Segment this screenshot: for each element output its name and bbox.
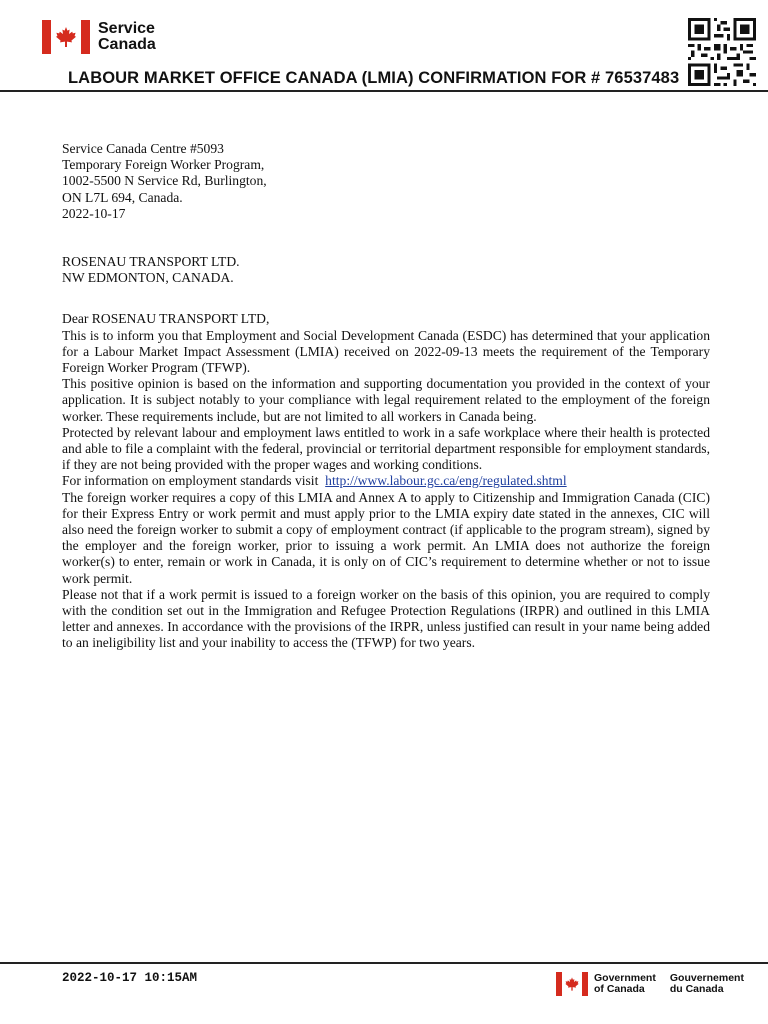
letter-date: 2022-10-17 bbox=[62, 205, 126, 221]
employment-standards-text: For information on employment standards visit bbox=[62, 473, 319, 489]
document-title: LABOUR MARKET OFFICE CANADA (LMIA) CONFIRMATION FOR # 76537483 bbox=[68, 69, 680, 87]
sender-line: Temporary Foreign Worker Program, bbox=[62, 157, 265, 173]
paragraph-worker-protection: Protected by relevant labour and employment laws entitled to work in a safe workplace where their health is protected and able to file a complaint with the federal, provincial or territorial department responsible for employment standards, if they are not being provided with the proper wages and working conditions. bbox=[62, 424, 710, 473]
government-of-canada-logo bbox=[556, 972, 744, 996]
recipient-line: ROSENAU TRANSPORT LTD. bbox=[62, 254, 240, 270]
government-wordmark-fr: Gouvernement du Canada bbox=[669, 972, 744, 995]
letter-body bbox=[62, 141, 710, 652]
footer-divider bbox=[0, 962, 768, 964]
qr-code-icon bbox=[688, 18, 756, 86]
canada-flag-icon bbox=[42, 20, 90, 54]
canada-flag-icon bbox=[556, 972, 588, 996]
paragraph-approval: This is to inform you that Employment and Social Development Canada (ESDC) has determined that your application for a Labour Market Impact Assessment (LMIA) received on 2022-09-13 meets the requirement of the Temporary Foreign Worker Program (TFWP). bbox=[62, 327, 710, 376]
labour-standards-link[interactable]: http://www.labour.gc.ca/eng/regulated.shtml bbox=[325, 473, 567, 489]
header-divider bbox=[0, 90, 768, 92]
print-timestamp: 2022-10-17 10:15AM bbox=[62, 971, 198, 985]
paragraph-positive-opinion: This positive opinion is based on the information and supporting documentation you provided in the context of your application. It is subject notably to your compliance with legal requirement related to the employment of the foreign worker. These requirements include, but are not limited to all workers in Canada being. bbox=[62, 376, 710, 424]
paragraph-foreign-worker-requirements: The foreign worker requires a copy of this LMIA and Annex A to apply to Citizenship and Immigration Canada (CIC) for their Express Entry or work permit and must apply prior to the LMIA expiry date stated in the annexes, CIC will also need the foreign worker to submit a copy of employment contract (if applicable to the program stream), signed by the employer and the foreign worker, prior to issuing a work permit. An LMIA does not authorize the foreign worker(s) to enter, remain or work in Canada, it is only on of CIC’s requirement to determine whether or not to issue work permit. bbox=[62, 489, 710, 586]
sender-line: 1002-5500 N Service Rd, Burlington, bbox=[62, 173, 267, 189]
paragraph-employment-standards bbox=[62, 473, 710, 489]
salutation: Dear ROSENAU TRANSPORT LTD, bbox=[62, 311, 270, 327]
maple-leaf-icon bbox=[54, 25, 78, 49]
recipient-address bbox=[62, 254, 710, 286]
sender-line: Service Canada Centre #5093 bbox=[62, 141, 224, 156]
government-wordmark-en: Government of Canada bbox=[594, 972, 656, 995]
paragraph-work-permit-conditions: Please not that if a work permit is issued to a foreign worker on the basis of this opinion, you are required to comply with the condition set out in the Immigration and Refugee Protection Regulations (IRPR) and outlined in this LMIA letter and annexes. In accordance with the provisions of the IRPR, unless justified can result in your name being added to an ineligibility list and your inability to access the (TFWP) for two years. bbox=[62, 586, 710, 651]
sender-address bbox=[62, 141, 710, 222]
recipient-line: NW EDMONTON, CANADA. bbox=[62, 270, 234, 286]
service-canada-wordmark: Service Canada bbox=[98, 20, 156, 53]
sender-line: ON L7L 694, Canada. bbox=[62, 189, 183, 205]
service-canada-logo bbox=[42, 20, 156, 54]
maple-leaf-icon bbox=[564, 976, 580, 992]
